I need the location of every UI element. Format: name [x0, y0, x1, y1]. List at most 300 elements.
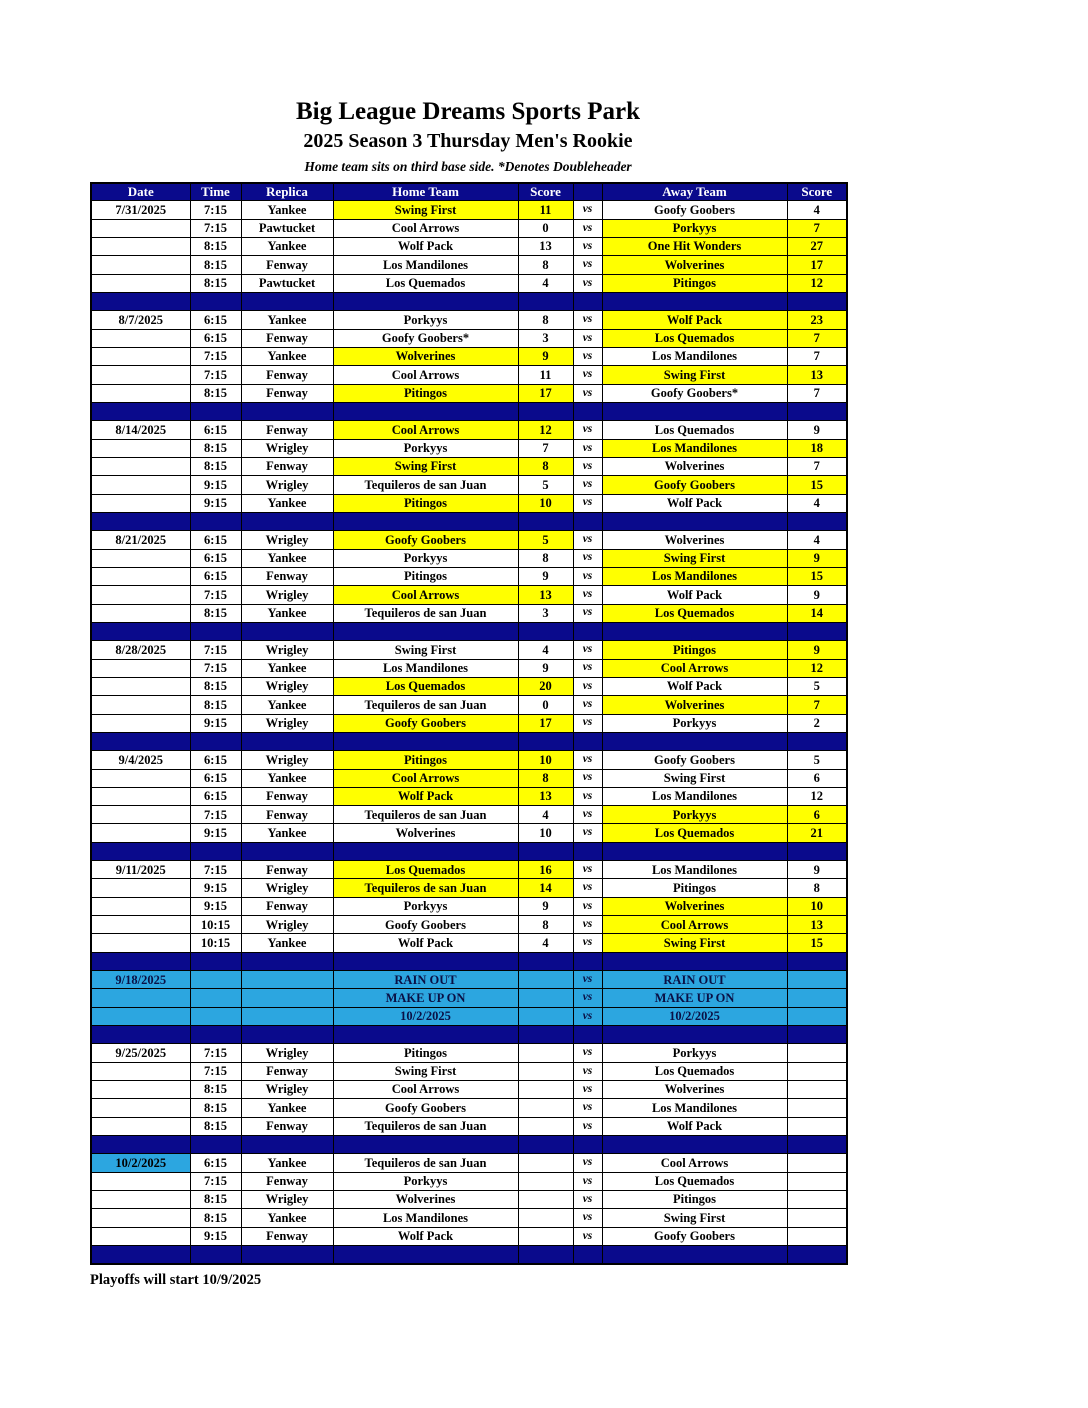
vs-cell: vs	[573, 549, 602, 567]
separator-cell	[573, 1246, 602, 1264]
time-cell: 7:15	[190, 641, 241, 659]
home-team-cell: Porkyys	[333, 311, 518, 329]
home-team-cell: Cool Arrows	[333, 769, 518, 787]
away-score-cell: 6	[787, 806, 847, 824]
replica-cell	[241, 1007, 333, 1025]
date-cell	[91, 916, 190, 934]
separator-cell	[241, 1026, 333, 1044]
date-cell: 9/11/2025	[91, 861, 190, 879]
replica-cell: Fenway	[241, 787, 333, 805]
away-score-cell: 4	[787, 531, 847, 549]
home-score-cell: 0	[518, 219, 573, 237]
home-score-cell: 5	[518, 531, 573, 549]
home-score-cell: 4	[518, 641, 573, 659]
replica-cell: Yankee	[241, 237, 333, 255]
home-score-cell: 8	[518, 256, 573, 274]
schedule-table	[90, 182, 848, 1265]
separator-cell	[91, 402, 190, 420]
home-score-cell: 20	[518, 677, 573, 695]
date-cell	[91, 714, 190, 732]
date-cell	[91, 1209, 190, 1227]
date-cell	[91, 549, 190, 567]
away-team-cell: Pitingos	[602, 274, 787, 292]
schedule-row	[91, 1191, 847, 1209]
time-cell: 7:15	[190, 347, 241, 365]
date-cell	[91, 1007, 190, 1025]
vs-cell: vs	[573, 971, 602, 989]
home-team-cell: Porkyys	[333, 549, 518, 567]
home-score-cell: 4	[518, 274, 573, 292]
separator-cell	[190, 952, 241, 970]
schedule-row	[91, 1062, 847, 1080]
date-cell	[91, 384, 190, 402]
replica-cell: Fenway	[241, 1227, 333, 1245]
date-cell	[91, 586, 190, 604]
away-score-cell: 7	[787, 219, 847, 237]
separator-cell	[190, 292, 241, 310]
separator-cell	[333, 292, 518, 310]
home-team-cell: Cool Arrows	[333, 586, 518, 604]
away-team-cell: Swing First	[602, 366, 787, 384]
away-team-cell: Cool Arrows	[602, 916, 787, 934]
vs-cell: vs	[573, 476, 602, 494]
separator-cell	[573, 402, 602, 420]
away-score-cell: 9	[787, 861, 847, 879]
home-score-cell	[518, 1044, 573, 1062]
schedule-row	[91, 897, 847, 915]
separator-cell	[518, 292, 573, 310]
date-cell	[91, 237, 190, 255]
schedule-row	[91, 641, 847, 659]
separator-cell	[602, 292, 787, 310]
col-header-home-score: Score	[518, 183, 573, 201]
home-team-cell: Swing First	[333, 201, 518, 219]
date-cell: 7/31/2025	[91, 201, 190, 219]
vs-cell: vs	[573, 1227, 602, 1245]
date-cell	[91, 1117, 190, 1135]
replica-cell: Fenway	[241, 1172, 333, 1190]
away-score-cell	[787, 971, 847, 989]
schedule-row	[91, 879, 847, 897]
replica-cell: Fenway	[241, 1117, 333, 1135]
time-cell: 7:15	[190, 1172, 241, 1190]
schedule-row	[91, 916, 847, 934]
home-team-cell: Cool Arrows	[333, 366, 518, 384]
separator-cell	[333, 512, 518, 530]
away-team-cell: Los Quemados	[602, 1172, 787, 1190]
away-score-cell	[787, 1099, 847, 1117]
separator-cell	[190, 732, 241, 750]
home-score-cell: 11	[518, 201, 573, 219]
date-cell: 8/28/2025	[91, 641, 190, 659]
replica-cell: Wrigley	[241, 1044, 333, 1062]
vs-cell: vs	[573, 604, 602, 622]
replica-cell: Wrigley	[241, 879, 333, 897]
vs-cell: vs	[573, 421, 602, 439]
time-cell: 6:15	[190, 311, 241, 329]
away-team-cell: Los Mandilones	[602, 861, 787, 879]
replica-cell: Fenway	[241, 806, 333, 824]
separator-row	[91, 1246, 847, 1264]
separator-cell	[602, 952, 787, 970]
time-cell: 6:15	[190, 421, 241, 439]
home-team-cell: Tequileros de san Juan	[333, 1117, 518, 1135]
separator-cell	[91, 732, 190, 750]
away-team-cell: Goofy Goobers	[602, 201, 787, 219]
time-cell: 6:15	[190, 567, 241, 585]
away-score-cell	[787, 1191, 847, 1209]
vs-cell: vs	[573, 567, 602, 585]
home-team-cell: Porkyys	[333, 897, 518, 915]
separator-row	[91, 292, 847, 310]
replica-cell: Yankee	[241, 311, 333, 329]
date-cell	[91, 457, 190, 475]
schedule-row	[91, 347, 847, 365]
col-header-replica: Replica	[241, 183, 333, 201]
separator-cell	[787, 622, 847, 640]
schedule-row	[91, 457, 847, 475]
time-cell: 8:15	[190, 604, 241, 622]
time-cell: 9:15	[190, 1227, 241, 1245]
home-score-cell: 3	[518, 604, 573, 622]
date-cell	[91, 1172, 190, 1190]
replica-cell: Yankee	[241, 201, 333, 219]
home-score-cell: 11	[518, 366, 573, 384]
away-score-cell: 15	[787, 934, 847, 952]
schedule-row	[91, 531, 847, 549]
away-team-cell: Swing First	[602, 1209, 787, 1227]
away-team-cell: Pitingos	[602, 1191, 787, 1209]
away-team-cell: Wolf Pack	[602, 1117, 787, 1135]
home-score-cell	[518, 1117, 573, 1135]
vs-cell: vs	[573, 989, 602, 1007]
away-score-cell: 7	[787, 696, 847, 714]
replica-cell: Yankee	[241, 604, 333, 622]
home-team-cell: Tequileros de san Juan	[333, 1154, 518, 1172]
away-score-cell: 4	[787, 201, 847, 219]
separator-cell	[241, 1136, 333, 1154]
away-team-cell: Los Quemados	[602, 329, 787, 347]
date-cell	[91, 1191, 190, 1209]
time-cell: 7:15	[190, 219, 241, 237]
schedule-row	[91, 769, 847, 787]
schedule-row	[91, 934, 847, 952]
away-score-cell	[787, 989, 847, 1007]
away-team-cell: Goofy Goobers	[602, 1227, 787, 1245]
schedule-page	[90, 98, 846, 1289]
separator-row	[91, 402, 847, 420]
separator-cell	[518, 1026, 573, 1044]
away-score-cell: 15	[787, 476, 847, 494]
away-team-cell: 10/2/2025	[602, 1007, 787, 1025]
separator-cell	[602, 512, 787, 530]
home-score-cell	[518, 1154, 573, 1172]
replica-cell: Fenway	[241, 897, 333, 915]
home-score-cell: 10	[518, 751, 573, 769]
vs-cell: vs	[573, 1044, 602, 1062]
separator-cell	[190, 1136, 241, 1154]
vs-cell: vs	[573, 1081, 602, 1099]
vs-cell: vs	[573, 897, 602, 915]
vs-cell: vs	[573, 329, 602, 347]
schedule-row	[91, 714, 847, 732]
replica-cell: Yankee	[241, 494, 333, 512]
replica-cell: Fenway	[241, 384, 333, 402]
schedule-row	[91, 201, 847, 219]
away-score-cell: 9	[787, 586, 847, 604]
away-score-cell: 9	[787, 549, 847, 567]
vs-cell: vs	[573, 347, 602, 365]
separator-cell	[602, 622, 787, 640]
home-team-cell: MAKE UP ON	[333, 989, 518, 1007]
vs-cell: vs	[573, 1007, 602, 1025]
schedule-row	[91, 1209, 847, 1227]
separator-cell	[518, 622, 573, 640]
replica-cell: Yankee	[241, 769, 333, 787]
separator-cell	[333, 842, 518, 860]
away-team-cell: Los Mandilones	[602, 567, 787, 585]
separator-cell	[518, 402, 573, 420]
away-score-cell: 12	[787, 787, 847, 805]
separator-cell	[787, 1246, 847, 1264]
separator-cell	[573, 1136, 602, 1154]
away-team-cell: Wolf Pack	[602, 311, 787, 329]
date-cell	[91, 934, 190, 952]
date-cell: 8/14/2025	[91, 421, 190, 439]
header-row	[91, 183, 847, 201]
away-score-cell: 7	[787, 457, 847, 475]
time-cell: 7:15	[190, 586, 241, 604]
home-score-cell: 9	[518, 347, 573, 365]
replica-cell: Yankee	[241, 549, 333, 567]
away-score-cell: 15	[787, 567, 847, 585]
date-cell	[91, 824, 190, 842]
time-cell	[190, 989, 241, 1007]
replica-cell: Fenway	[241, 861, 333, 879]
date-cell	[91, 879, 190, 897]
away-team-cell: Wolverines	[602, 696, 787, 714]
schedule-row	[91, 1081, 847, 1099]
home-team-cell: Swing First	[333, 641, 518, 659]
home-team-cell: 10/2/2025	[333, 1007, 518, 1025]
vs-cell: vs	[573, 769, 602, 787]
vs-cell: vs	[573, 1209, 602, 1227]
home-team-cell: Goofy Goobers	[333, 531, 518, 549]
away-score-cell: 13	[787, 366, 847, 384]
time-cell: 7:15	[190, 201, 241, 219]
date-cell	[91, 274, 190, 292]
separator-cell	[91, 1246, 190, 1264]
time-cell: 8:15	[190, 237, 241, 255]
home-team-cell: Swing First	[333, 1062, 518, 1080]
home-score-cell: 8	[518, 916, 573, 934]
schedule-row	[91, 861, 847, 879]
away-score-cell: 6	[787, 769, 847, 787]
vs-cell: vs	[573, 494, 602, 512]
schedule-row	[91, 677, 847, 695]
separator-cell	[573, 512, 602, 530]
home-team-cell: Los Mandilones	[333, 659, 518, 677]
separator-cell	[241, 952, 333, 970]
away-score-cell: 17	[787, 256, 847, 274]
separator-cell	[333, 402, 518, 420]
separator-cell	[787, 292, 847, 310]
away-team-cell: MAKE UP ON	[602, 989, 787, 1007]
home-team-cell: Pitingos	[333, 751, 518, 769]
col-header-home-team: Home Team	[333, 183, 518, 201]
separator-cell	[190, 622, 241, 640]
replica-cell: Wrigley	[241, 1081, 333, 1099]
away-team-cell: Swing First	[602, 769, 787, 787]
home-team-cell: Los Mandilones	[333, 256, 518, 274]
away-score-cell	[787, 1044, 847, 1062]
time-cell: 7:15	[190, 1044, 241, 1062]
replica-cell: Yankee	[241, 1209, 333, 1227]
date-cell	[91, 476, 190, 494]
vs-cell: vs	[573, 219, 602, 237]
away-team-cell: RAIN OUT	[602, 971, 787, 989]
home-team-cell: Goofy Goobers	[333, 714, 518, 732]
away-team-cell: Los Mandilones	[602, 439, 787, 457]
vs-cell: vs	[573, 586, 602, 604]
home-score-cell	[518, 1099, 573, 1117]
replica-cell: Yankee	[241, 659, 333, 677]
separator-cell	[333, 1246, 518, 1264]
away-score-cell: 2	[787, 714, 847, 732]
away-team-cell: Wolf Pack	[602, 677, 787, 695]
schedule-row	[91, 439, 847, 457]
time-cell: 9:15	[190, 714, 241, 732]
schedule-row	[91, 274, 847, 292]
separator-row	[91, 732, 847, 750]
replica-cell: Yankee	[241, 347, 333, 365]
away-team-cell: Swing First	[602, 549, 787, 567]
schedule-row	[91, 1172, 847, 1190]
away-score-cell: 8	[787, 879, 847, 897]
home-score-cell	[518, 971, 573, 989]
separator-cell	[787, 842, 847, 860]
vs-cell: vs	[573, 1117, 602, 1135]
home-score-cell: 8	[518, 769, 573, 787]
home-score-cell	[518, 1209, 573, 1227]
schedule-row	[91, 971, 847, 989]
away-score-cell	[787, 1117, 847, 1135]
schedule-row	[91, 787, 847, 805]
home-score-cell	[518, 1007, 573, 1025]
home-score-cell: 9	[518, 659, 573, 677]
home-team-cell: Wolverines	[333, 1191, 518, 1209]
replica-cell: Yankee	[241, 696, 333, 714]
replica-cell: Pawtucket	[241, 274, 333, 292]
separator-cell	[333, 1026, 518, 1044]
date-cell: 8/21/2025	[91, 531, 190, 549]
separator-cell	[91, 512, 190, 530]
date-cell	[91, 677, 190, 695]
replica-cell: Fenway	[241, 567, 333, 585]
away-score-cell	[787, 1172, 847, 1190]
separator-cell	[190, 1026, 241, 1044]
away-team-cell: Porkyys	[602, 219, 787, 237]
separator-cell	[573, 952, 602, 970]
replica-cell: Wrigley	[241, 751, 333, 769]
home-team-cell: Wolverines	[333, 824, 518, 842]
date-cell	[91, 494, 190, 512]
away-score-cell: 13	[787, 916, 847, 934]
home-score-cell	[518, 1081, 573, 1099]
schedule-row	[91, 604, 847, 622]
time-cell: 7:15	[190, 806, 241, 824]
separator-cell	[241, 402, 333, 420]
time-cell: 6:15	[190, 751, 241, 769]
home-team-cell: Pitingos	[333, 494, 518, 512]
separator-cell	[91, 1136, 190, 1154]
replica-cell	[241, 971, 333, 989]
home-score-cell: 16	[518, 861, 573, 879]
separator-cell	[787, 1026, 847, 1044]
date-cell: 9/25/2025	[91, 1044, 190, 1062]
vs-cell: vs	[573, 256, 602, 274]
vs-cell: vs	[573, 201, 602, 219]
home-score-cell	[518, 1062, 573, 1080]
away-team-cell: Swing First	[602, 934, 787, 952]
vs-cell: vs	[573, 696, 602, 714]
time-cell: 8:15	[190, 384, 241, 402]
home-team-cell: Los Quemados	[333, 861, 518, 879]
vs-cell: vs	[573, 934, 602, 952]
home-score-cell	[518, 1191, 573, 1209]
time-cell: 8:15	[190, 696, 241, 714]
schedule-row	[91, 1099, 847, 1117]
away-score-cell: 7	[787, 384, 847, 402]
time-cell: 8:15	[190, 1209, 241, 1227]
separator-cell	[602, 1026, 787, 1044]
replica-cell: Fenway	[241, 457, 333, 475]
separator-cell	[573, 1026, 602, 1044]
schedule-row	[91, 494, 847, 512]
separator-cell	[91, 842, 190, 860]
away-score-cell: 9	[787, 641, 847, 659]
home-team-cell: Goofy Goobers*	[333, 329, 518, 347]
schedule-row	[91, 989, 847, 1007]
home-team-cell: Wolf Pack	[333, 787, 518, 805]
replica-cell	[241, 989, 333, 1007]
col-header-time: Time	[190, 183, 241, 201]
page-title: Big League Dreams Sports Park	[296, 98, 640, 125]
away-team-cell: Wolverines	[602, 897, 787, 915]
separator-cell	[518, 952, 573, 970]
vs-cell: vs	[573, 1172, 602, 1190]
schedule-row	[91, 1117, 847, 1135]
replica-cell: Fenway	[241, 421, 333, 439]
vs-cell: vs	[573, 824, 602, 842]
vs-cell: vs	[573, 861, 602, 879]
separator-cell	[573, 622, 602, 640]
replica-cell: Wrigley	[241, 916, 333, 934]
away-score-cell: 12	[787, 659, 847, 677]
vs-cell: vs	[573, 659, 602, 677]
separator-cell	[241, 842, 333, 860]
away-team-cell: Los Mandilones	[602, 787, 787, 805]
col-header-away-team: Away Team	[602, 183, 787, 201]
home-team-cell: Goofy Goobers	[333, 916, 518, 934]
home-score-cell	[518, 1172, 573, 1190]
away-score-cell	[787, 1154, 847, 1172]
separator-cell	[518, 732, 573, 750]
home-team-cell: Pitingos	[333, 1044, 518, 1062]
replica-cell: Wrigley	[241, 531, 333, 549]
away-score-cell	[787, 1209, 847, 1227]
separator-row	[91, 512, 847, 530]
